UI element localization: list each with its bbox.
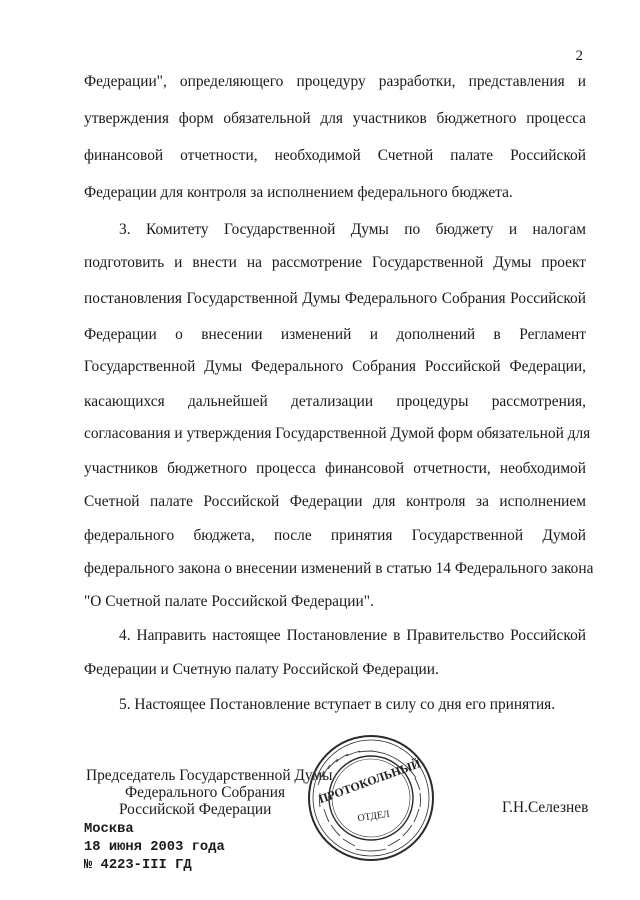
body-line: федерального бюджета, после принятия Государственной Думой bbox=[84, 527, 586, 544]
body-line: утверждения форм обязательной для участников бюджетного процесса bbox=[84, 110, 586, 127]
body-line: Государственной Думы Федерального Собрания Российской Федерации, bbox=[84, 358, 586, 375]
footer-date: 18 июня 2003 года bbox=[84, 840, 225, 855]
body-line: 4. Направить настоящее Постановление в Правительство Российской bbox=[119, 627, 586, 644]
body-line: касающихся дальнейшей детализации процедуры рассмотрения, bbox=[84, 393, 586, 410]
signatory-title-line2: Федерального Собрания bbox=[125, 784, 286, 801]
body-line: Федерации для контроля за исполнением федерального бюджета. bbox=[84, 184, 513, 201]
page-number: 2 bbox=[575, 48, 583, 64]
protocol-department-stamp bbox=[306, 733, 436, 863]
footer-number: № 4223-III ГД bbox=[84, 858, 192, 873]
body-line: подготовить и внести на рассмотрение Государственной Думы проект bbox=[84, 254, 586, 271]
signatory-name: Г.Н.Селезнев bbox=[502, 799, 589, 816]
body-line: участников бюджетного процесса финансовой отчетности, необходимой bbox=[84, 460, 586, 477]
body-line: финансовой отчетности, необходимой Счетной палате Российской bbox=[84, 147, 586, 164]
body-line: Федерации", определяющего процедуру разработки, представления и bbox=[84, 73, 586, 90]
body-line: 3. Комитету Государственной Думы по бюджету и налогам bbox=[119, 221, 586, 238]
body-line: согласования и утверждения Государственной Думой форм обязательной для bbox=[84, 425, 591, 442]
body-line: "О Счетной палате Российской Федерации". bbox=[84, 593, 374, 610]
stamp-center-word: ПРОТОКОЛЬНЫЙ bbox=[316, 756, 423, 807]
body-line: федерального закона о внесении изменений в статью 14 Федерального закона bbox=[84, 560, 594, 577]
footer-city: Москва bbox=[84, 822, 134, 837]
signatory-title-line1: Председатель Государственной Думы bbox=[86, 767, 333, 784]
stamp-bottom-word: ОТДЕЛ bbox=[356, 808, 391, 825]
body-line: 5. Настоящее Постановление вступает в силу со дня его принятия. bbox=[119, 696, 556, 713]
body-line: Счетной палате Российской Федерации для контроля за исполнением bbox=[84, 493, 586, 510]
signatory-title-line3: Российской Федерации bbox=[119, 801, 272, 818]
body-line: Федерации о внесении изменений и дополнений в Регламент bbox=[84, 326, 586, 343]
body-line: Федерации и Счетную палату Российской Федерации. bbox=[84, 661, 439, 678]
body-line: постановления Государственной Думы Федерального Собрания Российской bbox=[84, 290, 586, 307]
